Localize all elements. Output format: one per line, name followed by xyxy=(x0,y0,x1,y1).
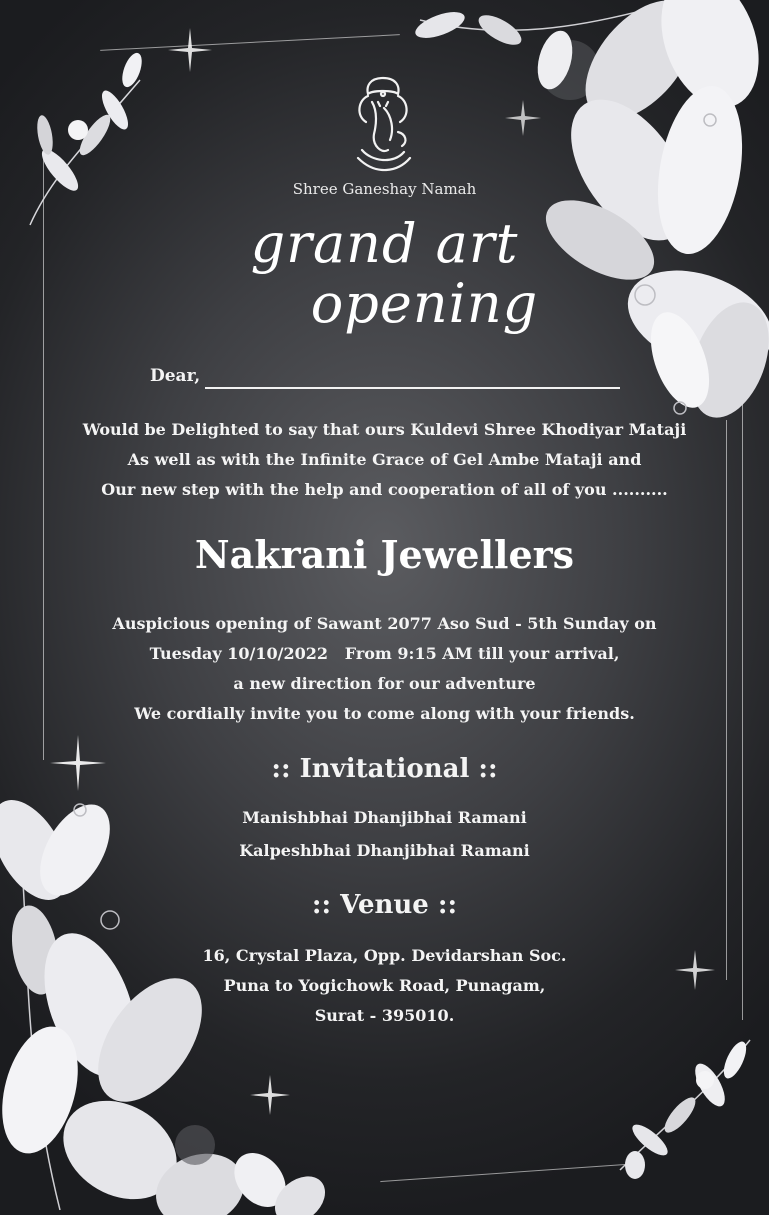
business-name: Nakrani Jewellers xyxy=(194,532,575,577)
salutation-line xyxy=(205,387,620,389)
frame-line-bottom xyxy=(380,1163,639,1182)
sparkle-icon xyxy=(168,28,212,72)
venue-line: 16, Crystal Plaza, Opp. Devidarshan Soc. xyxy=(202,946,567,965)
details-line: We cordially invite you to come along with your friends. xyxy=(134,704,635,723)
details-line: Tuesday 10/10/2022 From 9:15 AM till your arrival, xyxy=(149,644,620,663)
invitational-name: Manishbhai Dhanjibhai Ramani xyxy=(242,808,527,827)
flower-icon xyxy=(20,40,160,230)
script-title-line2: opening xyxy=(310,272,539,335)
script-title-line1: grand art xyxy=(250,212,519,275)
ganesha-icon xyxy=(348,72,418,177)
venue-line: Surat - 395010. xyxy=(314,1006,455,1025)
intro-line: Our new step with the help and cooperation of all of you .......... xyxy=(101,480,668,499)
flower-icon xyxy=(380,0,769,420)
details-line: a new direction for our adventure xyxy=(233,674,536,693)
flower-icon xyxy=(610,1020,760,1180)
invitational-heading: :: Invitational :: xyxy=(271,754,498,784)
intro-line: Would be Delighted to say that ours Kuldevi Shree Khodiyar Mataji xyxy=(82,420,687,439)
venue-heading: :: Venue :: xyxy=(311,890,458,920)
invitational-name: Kalpeshbhai Dhanjibhai Ramani xyxy=(239,841,530,860)
venue-line: Puna to Yogichowk Road, Punagam, xyxy=(223,976,546,995)
intro-line: As well as with the Infinite Grace of Gel Ambe Mataji and xyxy=(127,450,642,469)
details-line: Auspicious opening of Sawant 2077 Aso Sud - 5th Sunday on xyxy=(112,614,657,633)
salutation-label: Dear, xyxy=(150,366,201,386)
blessing-text: Shree Ganeshay Namah xyxy=(292,180,477,198)
